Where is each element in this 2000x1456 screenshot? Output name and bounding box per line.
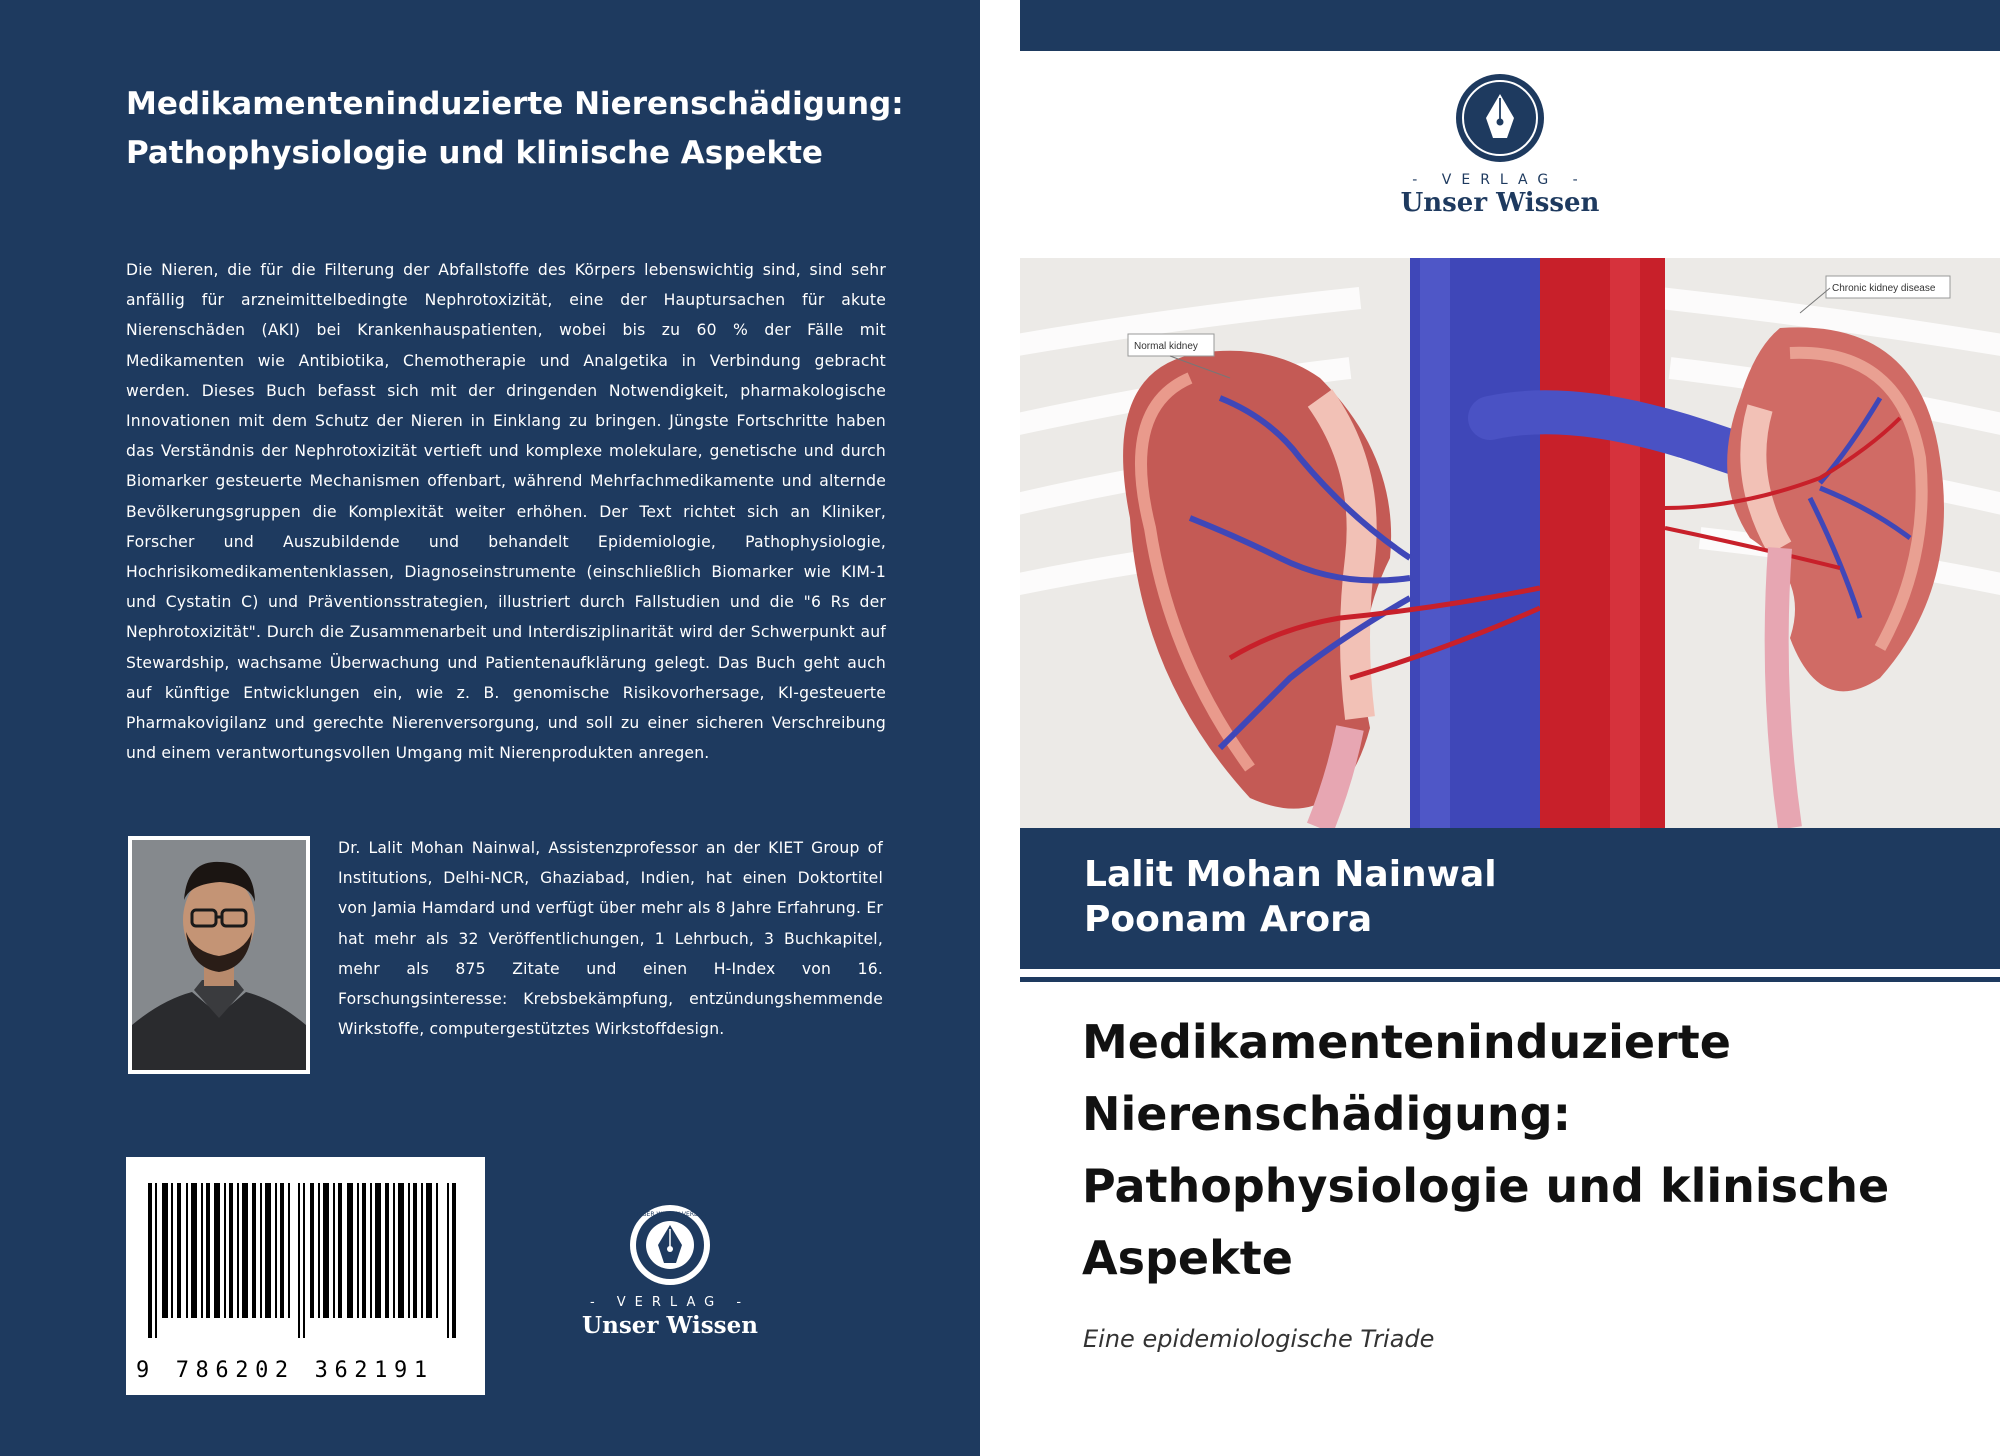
back-publisher-logo	[570, 1203, 770, 1343]
front-divider	[1020, 977, 2000, 982]
authors-band	[1020, 828, 2000, 969]
back-logo-brand: Unser Wissen	[582, 1312, 758, 1339]
front-logo-verlag: - VERLAG -	[1412, 172, 1588, 188]
front-logo-brand: Unser Wissen	[1400, 188, 1600, 218]
front-publisher-logo	[1380, 72, 1620, 218]
pen-nib-icon	[1454, 72, 1546, 164]
label-normal-kidney: Normal kidney	[1134, 341, 1198, 352]
back-logo-verlag: - VERLAG -	[589, 1295, 751, 1310]
pen-nib-icon	[628, 1203, 712, 1287]
front-cover-title: Medikamenteninduzierte Nierenschädigung: Pathophysiologie und klinische Aspekte	[1082, 1015, 1890, 1285]
isbn-barcode	[126, 1157, 485, 1395]
front-cover-subtitle: Eine epidemiologische Triade	[1083, 1325, 1435, 1353]
author-photo	[128, 836, 310, 1074]
author-name-1: Lalit Mohan Nainwal	[1084, 854, 1497, 895]
front-top-bar	[1020, 0, 2000, 51]
svg-text:UNSER WISSEN VERLAG: UNSER WISSEN VERLAG	[633, 1211, 707, 1218]
isbn-digits: 9 786202 362191	[136, 1358, 434, 1383]
back-cover-blurb: Die Nieren, die für die Filterung der Abfallstoffe des Körpers lebenswichtig sind, sind sehr anfällig für arzneimittelbedingte Nephrotoxizität, eine der Hauptursachen für akute Nierenschäden (AKI) bei Krankenhauspatienten, wobei bis zu 60 % der Fälle mit Medikamenten wie Antibiotika, Chemotherapie und Analgetika in Verbindung gebracht werden. Dieses Buch befasst sich mit der dringenden Notwendigkeit, pharmakologische Innovationen mit dem Schutz der Nieren in Einklang zu bringen. Jüngste Fortschritte haben das Verständnis der Nephrotoxizität vertieft und komplexe molekulare, genetische und durch Biomarker gesteuerte Mechanismen offenbart, während Mehrfachmedikamente und alternde Bevölkerungsgruppen die Komplexität weiter erhöhen. Der Text richtet sich an Kliniker, Forscher und Auszubildende und behandelt Epidemiologie, Pathophysiologie, Hochrisikomedikamentenklassen, Diagnoseinstrumente (einschließlich Biomarker wie KIM-1 und Cystatin C) und Präventionsstrategien, illustriert durch Fallstudien und die "6 Rs der Nephrotoxizität". Durch die Zusammenarbeit und Interdisziplinarität wird der Schwerpunkt auf Stewardship, wachsame Überwachung und Patientenaufklärung gelegt. Das Buch geht auch auf künftige Entwicklungen ein, wie z. B. genomische Risikovorhersage, KI-gesteuerte Pharmakovigilanz und gerechte Nierenversorgung, und soll zu einer sicheren Verschreibung und einem verantwortungsvollen Umgang mit Nierenprodukten anregen.	[126, 261, 886, 763]
label-chronic-kidney: Chronic kidney disease	[1832, 283, 1936, 294]
spine-gap	[980, 0, 1020, 1456]
author-bio: Dr. Lalit Mohan Nainwal, Assistenzprofessor an der KIET Group of Institutions, Delhi-NCR, Ghaziabad, Indien, hat einen Doktortitel von Jamia Hamdard und verfügt über mehr als 8 Jahre Erfahrung. Er hat mehr als 32 Veröffentlichungen, 1 Lehrbuch, 3 Buchkapitel, mehr als 875 Zitate und einen H-Index von 16. Forschungsinteresse: Krebsbekämpfung, entzündungshemmende Wirkstoffe, computergestütztes Wirkstoffdesign.	[338, 839, 883, 1039]
back-cover-title: Medikamenteninduzierte Nierenschädigung: Pathophysiologie und klinische Aspekte	[126, 86, 904, 171]
author-name-2: Poonam Arora	[1084, 899, 1373, 940]
back-cover	[0, 0, 980, 1456]
kidney-illustration	[1020, 258, 2000, 828]
